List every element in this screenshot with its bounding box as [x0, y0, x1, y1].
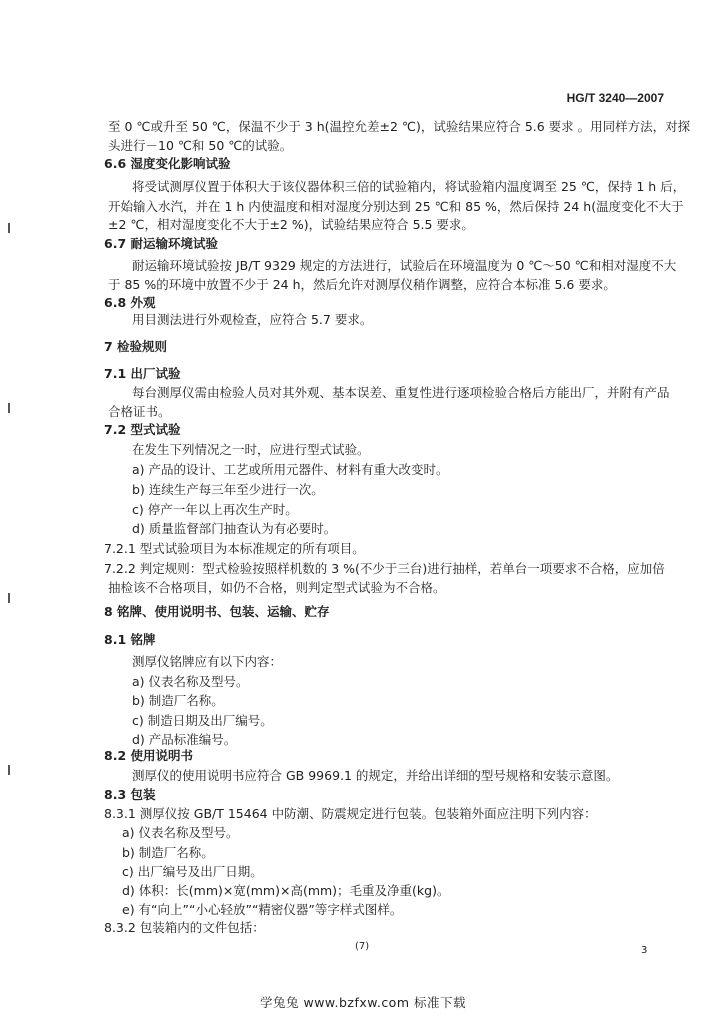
list-item: b) 制造厂名称。	[132, 693, 224, 708]
section-heading: 7.1 出厂试验	[104, 366, 181, 381]
section-heading: 8.3 包装	[104, 787, 156, 802]
scan-mark	[8, 765, 10, 775]
text-line: 测厚仪的使用说明书应符合 GB 9969.1 的规定，并给出详细的型号规格和安装示意图。	[132, 768, 619, 783]
text-line: 每台测厚仪需由检验人员对其外观、基本误差、重复性进行逐项检验合格后方能出厂，并附有产品	[132, 385, 670, 400]
list-item: a) 仪表名称及型号。	[122, 825, 239, 840]
section-heading: 8.1 铭牌	[104, 632, 156, 647]
text-line: 测厚仪铭牌应有以下内容：	[132, 654, 283, 669]
text-line: 7.2.1 型式试验项目为本标准规定的所有项目。	[104, 541, 365, 556]
scan-mark	[8, 223, 10, 233]
text-line: 合格证书。	[108, 404, 171, 419]
text-line: 7.2.2 判定规则：型式检验按照样机数的 3 %(不少于三台)进行抽样，若单台一项要求不合格，应加倍	[104, 561, 665, 576]
watermark-footer: 学兔兔 www.bzfxw.com 标准下载	[260, 995, 466, 1010]
section-heading: 8.2 使用说明书	[104, 748, 193, 763]
text-line: 抽检该不合格项目，如仍不合格，则判定型式试验为不合格。	[108, 580, 446, 595]
text-line: 开始输入水汽，并在 1 h 内使温度和相对湿度分别达到 25 ℃和 85 %，然后保持 24 h(温度变化不大于	[108, 199, 684, 214]
list-item: c) 出厂编号及出厂日期。	[122, 864, 263, 879]
text-line: 将受试测厚仪置于体积大于该仪器体积三倍的试验箱内，将试验箱内温度调至 25 ℃，保持 1 h 后，	[132, 179, 686, 194]
list-item: d) 产品标准编号。	[132, 732, 237, 747]
text-line: 8.3.2 包装箱内的文件包括：	[104, 920, 265, 935]
standard-code: HG/T 3240—2007	[566, 91, 664, 105]
text-line: 用目测法进行外观检查，应符合 5.7 要求。	[132, 312, 373, 327]
list-item: b) 制造厂名称。	[122, 845, 214, 860]
list-item: c) 制造日期及出厂编号。	[132, 713, 273, 728]
text-line: 于 85 %的环境中放置不少于 24 h，然后允许对测厚仪稍作调整，应符合本标准 5.6 要求。	[108, 277, 616, 292]
section-heading: 6.8 外观	[104, 295, 156, 310]
internal-page-number: (7)	[355, 941, 370, 952]
text-line: 在发生下列情况之一时，应进行型式试验。	[132, 442, 370, 457]
list-item: e) 有“向上”“小心轻放”“精密仪器”等字样式图样。	[122, 902, 403, 917]
section-heading: 6.7 耐运输环境试验	[104, 236, 218, 251]
text-line: 头进行－10 ℃和 50 ℃的试验。	[108, 138, 293, 153]
text-line: 至 0 ℃或升至 50 ℃，保温不少于 3 h(温控允差±2 ℃)，试验结果应符合 5.6 要求 。用同样方法，对探	[108, 119, 691, 134]
text-line: 耐运输环境试验按 JB/T 9329 规定的方法进行，试验后在环境温度为 0 ℃～50 ℃和相对湿度不大	[132, 258, 677, 273]
list-item: d) 质量监督部门抽查认为有必要时。	[132, 521, 337, 536]
chapter-heading: 8 铭牌、使用说明书、包装、运输、贮存	[104, 604, 330, 619]
list-item: a) 仪表名称及型号。	[132, 674, 249, 689]
scan-mark	[8, 593, 10, 603]
list-item: b) 连续生产每三年至少进行一次。	[132, 482, 324, 497]
chapter-heading: 7 检验规则	[104, 339, 168, 354]
list-item: c) 停产一年以上再次生产时。	[132, 502, 298, 517]
text-line: 8.3.1 测厚仪按 GB/T 15464 中防潮、防震规定进行包装。包装箱外面应注明下列内容：	[104, 806, 597, 821]
list-item: a) 产品的设计、工艺或所用元器件、材料有重大改变时。	[132, 462, 449, 477]
section-heading: 6.6 湿度变化影响试验	[104, 156, 231, 171]
text-line: ±2 ℃，相对湿度变化不大于±2 %)，试验结果应符合 5.5 要求。	[108, 217, 474, 232]
scan-mark	[8, 403, 10, 413]
page-number: 3	[641, 945, 648, 956]
section-heading: 7.2 型式试验	[104, 422, 181, 437]
list-item: d) 体积：长(mm)×宽(mm)×高(mm)；毛重及净重(kg)。	[122, 883, 450, 898]
